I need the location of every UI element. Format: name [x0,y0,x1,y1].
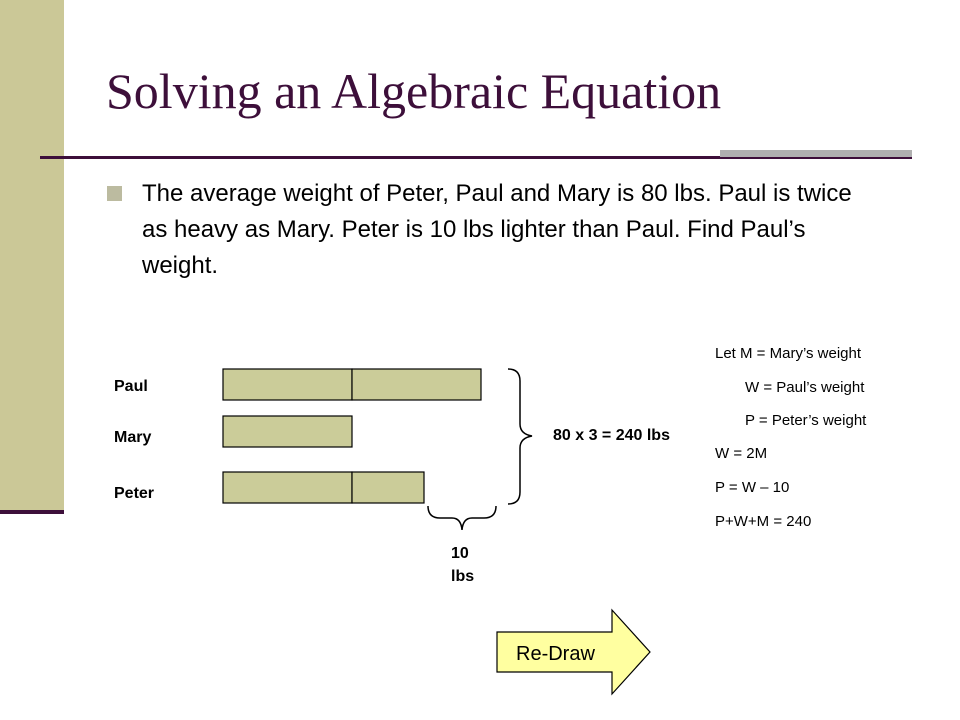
equation-define-p: P = Peter’s weight [745,412,867,429]
mary-bar-unit [223,416,352,447]
redraw-button[interactable] [497,610,650,694]
paul-bar-unit-2 [352,369,481,400]
paul-bar-unit-1 [223,369,352,400]
redraw-button-label[interactable]: Re-Draw [516,643,595,665]
total-weight-label: 80 x 3 = 240 lbs [553,427,670,444]
difference-label-unit: lbs [451,568,475,585]
total-brace [508,369,532,504]
equation-sum: P+W+M = 240 [715,513,812,530]
label-peter: Peter [114,485,155,502]
equation-let-m: Let M = Mary’s weight [715,345,862,362]
label-paul: Paul [114,378,148,395]
equation-p: P = W – 10 [715,479,790,496]
peter-bar-unit-1 [223,472,352,503]
equation-define-w: W = Paul’s weight [745,379,865,396]
problem-statement: The average weight of Peter, Paul and Mary is 80 lbs. Paul is twice as heavy as Mary. Peter is 10 lbs lighter than Paul. Find Paul’s weight. [142,180,852,279]
difference-label-number: 10 [451,545,469,562]
equation-w: W = 2M [715,445,768,462]
peter-bar-unit-2 [352,472,424,503]
difference-brace [428,506,496,530]
slide-title: Solving an Algebraic Equation [106,63,722,119]
label-mary: Mary [114,429,152,446]
